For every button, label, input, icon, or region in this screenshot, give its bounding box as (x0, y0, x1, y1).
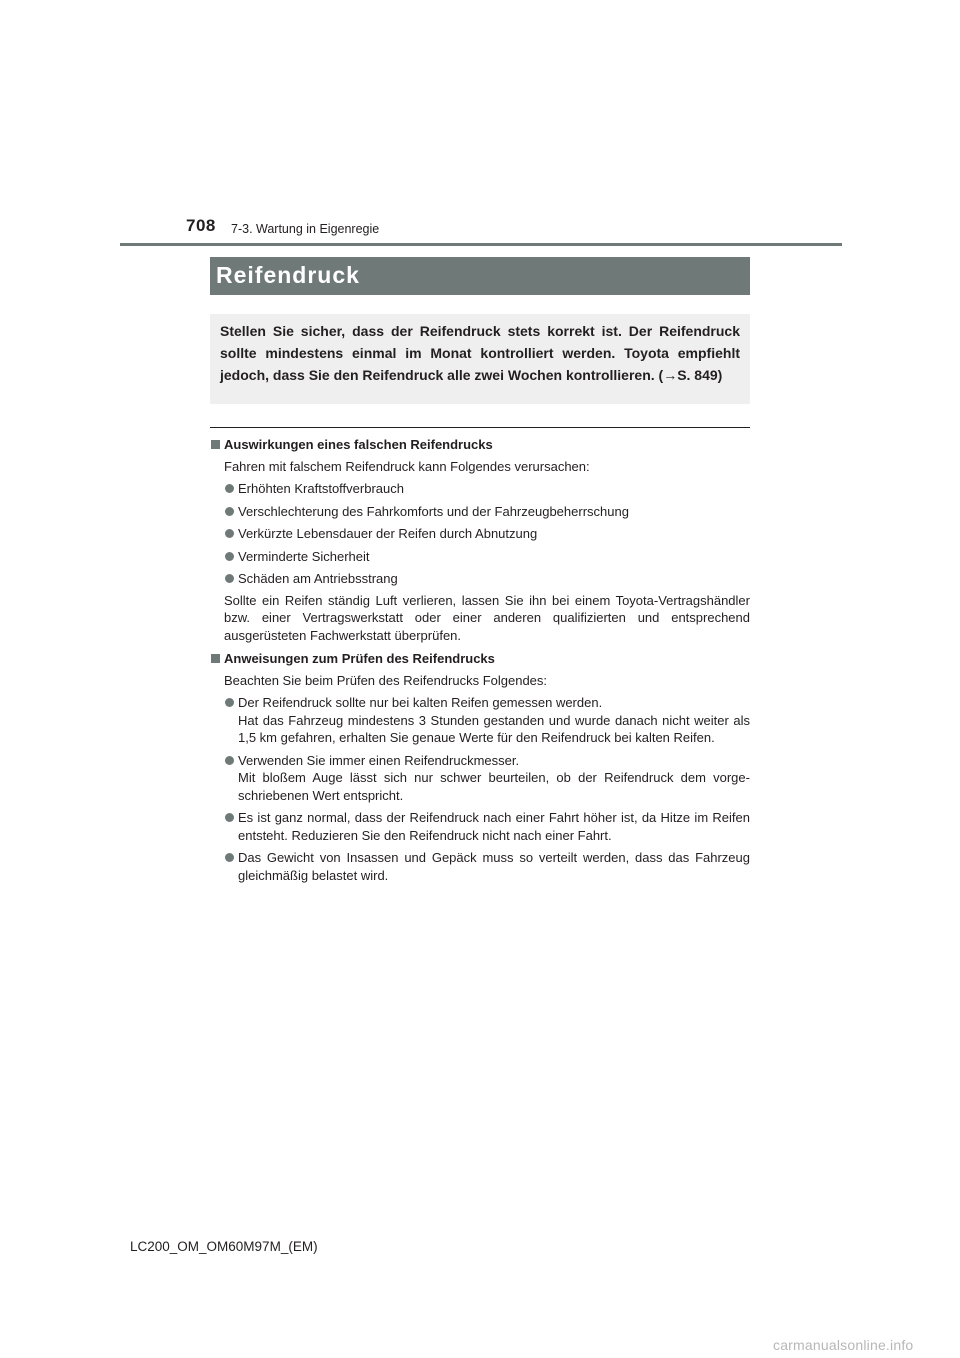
page-number: 708 (186, 216, 216, 235)
section-heading (210, 650, 750, 668)
footer-code: LC200_OM_OM60M97M_(EM) (130, 1239, 318, 1254)
list-item-text: Schäden am Antriebsstrang (238, 571, 398, 586)
circle-bullet-icon (225, 853, 234, 862)
header-rule (120, 243, 842, 246)
section-trailer: Sollte ein Reifen ständig Luft verlieren, lassen Sie ihn bei einem Toyota-Vertragshändler bzw. einer Vertragswerkstatt oder einer anderen qualifizierten und entsprechend ausgerüsteten Fachwerkstatt überprüfen. (224, 592, 750, 643)
circle-bullet-icon (225, 756, 234, 765)
section-instructions (210, 650, 750, 884)
section-effects (210, 436, 750, 644)
bullet-list (210, 694, 750, 884)
list-item-text: Verwenden Sie immer einen Reifendruckmesser. (238, 752, 520, 768)
list-item (210, 525, 750, 543)
list-item-text: Verkürzte Lebensdauer der Reifen durch Abnutzung (238, 526, 538, 541)
circle-bullet-icon (225, 552, 234, 561)
list-item (210, 809, 750, 844)
circle-bullet-icon (225, 484, 234, 493)
intro-box: Stellen Sie sicher, dass der Reifendruck stets korrekt ist. Der Reifendruck sollte mindestens einmal im Monat kontrolliert werden. Toyota empfiehlt jedoch, dass Sie den Reifendruck alle zwei Wochen kontrollieren. (→S. 849) (210, 314, 750, 404)
list-item (210, 570, 750, 588)
content-rule (210, 427, 750, 428)
bullet-list (210, 480, 750, 588)
list-item-text: Der Reifendruck sollte nur bei kalten Reifen gemessen werden. (238, 695, 603, 710)
list-item-detail: Mit bloßem Auge lässt sich nur schwer beurteilen, ob der Reifendruck dem vorgeschriebenen Wert entspricht. (238, 770, 750, 803)
list-item (210, 503, 750, 521)
list-item-detail: Hat das Fahrzeug mindestens 3 Stunden gestanden und wurde danach nicht weiter als 1,5 km gefahren, erhalten Sie genaue Werte für den Reifendruck bei kalten Reifen. (238, 712, 750, 745)
list-item (210, 752, 750, 805)
list-item (210, 480, 750, 498)
list-item-text: Erhöhten Kraftstoffverbrauch (238, 481, 404, 496)
circle-bullet-icon (225, 529, 234, 538)
section-heading-text: Auswirkungen eines falschen Reifendrucks (224, 437, 493, 452)
circle-bullet-icon (225, 813, 234, 822)
circle-bullet-icon (225, 698, 234, 707)
circle-bullet-icon (225, 574, 234, 583)
list-item-text: Verminderte Sicherheit (238, 548, 370, 564)
square-bullet-icon (211, 440, 220, 449)
list-item (210, 849, 750, 884)
page-title: Reifendruck (210, 257, 750, 295)
section-reference: 7-3. Wartung in Eigenregie (231, 222, 380, 236)
circle-bullet-icon (225, 507, 234, 516)
square-bullet-icon (211, 654, 220, 663)
section-heading (210, 436, 750, 454)
section-lead: Fahren mit falschem Reifendruck kann Folgendes verursachen: (224, 458, 590, 474)
watermark: carmanualsonline.info (773, 1337, 914, 1353)
section-heading-text: Anweisungen zum Prüfen des Reifendrucks (224, 651, 495, 666)
content (210, 436, 750, 884)
list-item-text: Verschlechterung des Fahrkomforts und der Fahrzeugbeherrschung (238, 503, 629, 519)
list-item-text: Das Gewicht von Insassen und Gepäck muss so verteilt werden, dass das Fahrzeug gleichmäßig belastet wird. (238, 850, 750, 883)
list-item (210, 694, 750, 747)
list-item-text: Es ist ganz normal, dass der Reifendruck nach einer Fahrt höher ist, da Hitze im Reifen entsteht. Reduzieren Sie den Reifendruck nicht nach einer Fahrt. (238, 810, 750, 843)
list-item (210, 548, 750, 566)
section-lead: Beachten Sie beim Prüfen des Reifendrucks Folgendes: (224, 672, 548, 688)
